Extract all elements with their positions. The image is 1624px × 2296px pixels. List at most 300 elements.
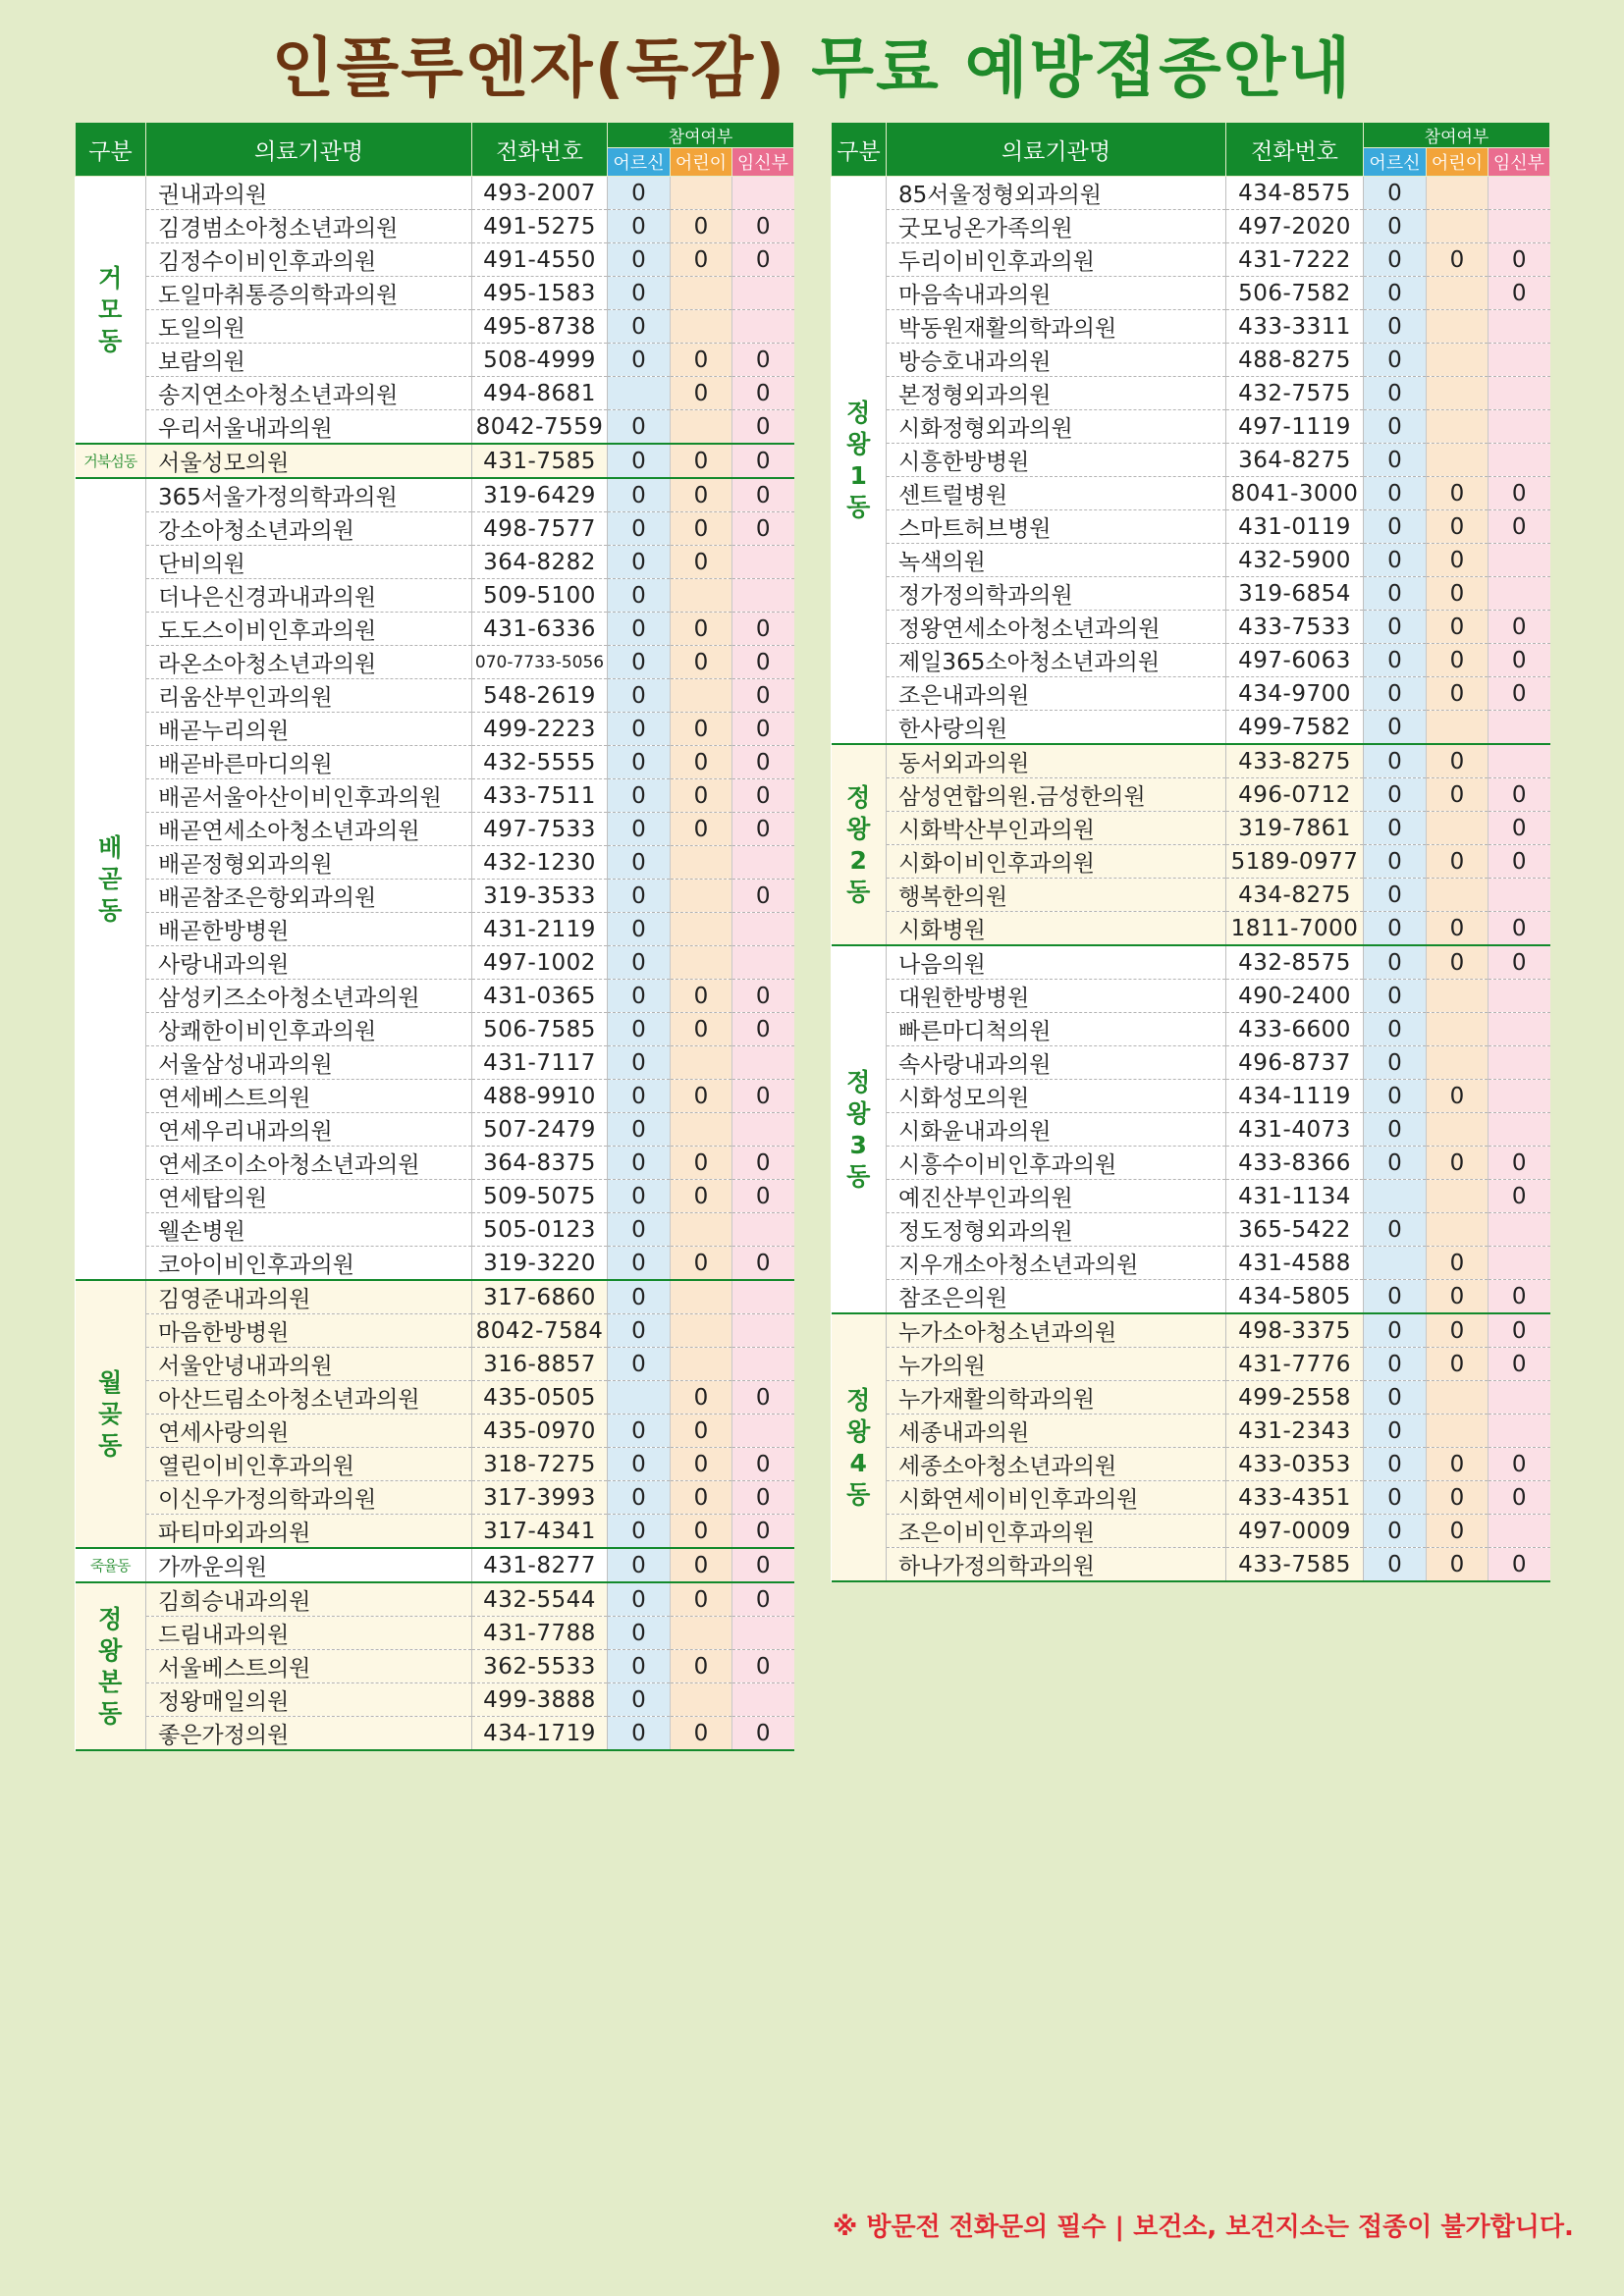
table-row — [76, 613, 794, 646]
clinic-name: 김희승내과의원 — [146, 1582, 472, 1617]
senior-mark: 0 — [608, 1080, 671, 1113]
senior-mark: 0 — [1364, 1313, 1427, 1348]
senior-mark: 0 — [1364, 243, 1427, 277]
header-participation: 참여여부 — [608, 123, 794, 148]
clinic-phone: 364-8375 — [472, 1147, 608, 1180]
senior-mark: 0 — [608, 1113, 671, 1147]
senior-mark — [1364, 1247, 1427, 1280]
clinic-name: 예진산부인과의원 — [887, 1180, 1226, 1213]
clinic-name: 강소아청소년과의원 — [146, 512, 472, 546]
pregnant-mark: 0 — [732, 980, 794, 1013]
clinic-name: 배곧정형외과의원 — [146, 846, 472, 880]
pregnant-mark: 0 — [732, 1013, 794, 1046]
district-label: 거북섬동 — [76, 444, 146, 478]
table-row — [76, 880, 794, 913]
child-mark — [1427, 812, 1489, 845]
senior-mark: 0 — [1364, 711, 1427, 745]
child-mark: 0 — [1427, 1515, 1489, 1548]
clinic-phone: 431-7788 — [472, 1617, 608, 1650]
clinic-phone: 495-8738 — [472, 310, 608, 344]
child-mark: 0 — [1427, 1548, 1489, 1582]
senior-mark: 0 — [608, 1717, 671, 1751]
pregnant-mark — [1489, 544, 1550, 577]
senior-mark — [608, 377, 671, 410]
table-row — [76, 344, 794, 377]
table-row — [76, 1448, 794, 1481]
table-row — [832, 243, 1550, 277]
senior-mark: 0 — [608, 679, 671, 713]
child-mark: 0 — [1427, 644, 1489, 677]
child-mark — [1427, 377, 1489, 410]
pregnant-mark — [1489, 711, 1550, 745]
child-mark — [671, 913, 732, 946]
pregnant-mark — [1489, 1046, 1550, 1080]
clinic-name: 마음한방병원 — [146, 1314, 472, 1348]
pregnant-mark — [1489, 377, 1550, 410]
pregnant-mark — [732, 1617, 794, 1650]
clinic-name: 방승호내과의원 — [887, 344, 1226, 377]
header-child: 어린이 — [1427, 148, 1489, 177]
clinic-name: 도일의원 — [146, 310, 472, 344]
pregnant-mark — [1489, 310, 1550, 344]
clinic-name: 대원한방병원 — [887, 980, 1226, 1013]
clinic-name: 센트럴병원 — [887, 477, 1226, 510]
clinic-name: 제일365소아청소년과의원 — [887, 644, 1226, 677]
header-senior: 어르신 — [608, 148, 671, 177]
child-mark: 0 — [671, 813, 732, 846]
district-label: 정 왕 4 동 — [832, 1313, 887, 1581]
clinic-phone: 319-6854 — [1226, 577, 1364, 611]
clinic-phone: 431-7222 — [1226, 243, 1364, 277]
senior-mark: 0 — [608, 913, 671, 946]
child-mark: 0 — [671, 613, 732, 646]
senior-mark: 0 — [608, 1548, 671, 1582]
pregnant-mark: 0 — [732, 1548, 794, 1582]
clinic-phone: 496-8737 — [1226, 1046, 1364, 1080]
pregnant-mark — [1489, 444, 1550, 477]
child-mark: 0 — [671, 1147, 732, 1180]
clinic-phone: 431-2119 — [472, 913, 608, 946]
senior-mark: 0 — [608, 1650, 671, 1683]
district-label: 정 왕 3 동 — [832, 945, 887, 1313]
table-row — [76, 1113, 794, 1147]
clinic-name: 세종내과의원 — [887, 1415, 1226, 1448]
clinic-phone: 433-6600 — [1226, 1013, 1364, 1046]
pregnant-mark — [732, 1113, 794, 1147]
pregnant-mark — [1489, 1247, 1550, 1280]
child-mark: 0 — [1427, 744, 1489, 778]
child-mark: 0 — [671, 1515, 732, 1549]
pregnant-mark — [732, 310, 794, 344]
senior-mark: 0 — [608, 1481, 671, 1515]
clinic-name: 배곧바른마디의원 — [146, 746, 472, 779]
senior-mark: 0 — [1364, 1080, 1427, 1113]
senior-mark: 0 — [608, 444, 671, 478]
pregnant-mark: 0 — [732, 1180, 794, 1213]
clinic-phone: 491-5275 — [472, 210, 608, 243]
child-mark: 0 — [671, 1717, 732, 1751]
table-row — [832, 310, 1550, 344]
clinic-name: 서울베스트의원 — [146, 1650, 472, 1683]
pregnant-mark: 0 — [732, 713, 794, 746]
senior-mark: 0 — [1364, 1548, 1427, 1582]
clinic-phone: 5189-0977 — [1226, 845, 1364, 879]
child-mark: 0 — [1427, 778, 1489, 812]
table-row — [832, 1448, 1550, 1481]
senior-mark: 0 — [608, 846, 671, 880]
clinic-phone: 435-0970 — [472, 1415, 608, 1448]
clinic-phone: 432-1230 — [472, 846, 608, 880]
senior-mark: 0 — [1364, 1147, 1427, 1180]
clinic-phone: 506-7582 — [1226, 277, 1364, 310]
table-row — [76, 243, 794, 277]
senior-mark: 0 — [1364, 177, 1427, 210]
clinic-phone: 507-2479 — [472, 1113, 608, 1147]
clinic-name: 도도스이비인후과의원 — [146, 613, 472, 646]
clinic-phone: 506-7585 — [472, 1013, 608, 1046]
senior-mark: 0 — [608, 1415, 671, 1448]
clinic-name: 시화정형외과의원 — [887, 410, 1226, 444]
clinic-name: 우리서울내과의원 — [146, 410, 472, 445]
senior-mark: 0 — [1364, 778, 1427, 812]
child-mark: 0 — [671, 444, 732, 478]
child-mark — [1427, 410, 1489, 444]
pregnant-mark — [732, 1314, 794, 1348]
child-mark: 0 — [671, 210, 732, 243]
table-row — [76, 1213, 794, 1247]
pregnant-mark: 0 — [1489, 510, 1550, 544]
senior-mark: 0 — [1364, 1381, 1427, 1415]
clinic-phone: 434-5805 — [1226, 1280, 1364, 1314]
clinic-name: 박동원재활의학과의원 — [887, 310, 1226, 344]
clinic-phone: 488-9910 — [472, 1080, 608, 1113]
pregnant-mark: 0 — [732, 613, 794, 646]
clinic-phone: 431-7776 — [1226, 1348, 1364, 1381]
header-name: 의료기관명 — [146, 123, 472, 177]
pregnant-mark — [1489, 210, 1550, 243]
child-mark — [1427, 711, 1489, 745]
table-row — [76, 813, 794, 846]
senior-mark: 0 — [1364, 377, 1427, 410]
clinic-phone: 497-0009 — [1226, 1515, 1364, 1548]
child-mark — [1427, 1381, 1489, 1415]
child-mark: 0 — [671, 478, 732, 512]
child-mark — [1427, 310, 1489, 344]
table-row — [832, 1280, 1550, 1314]
senior-mark: 0 — [608, 277, 671, 310]
pregnant-mark — [1489, 1080, 1550, 1113]
table-row — [832, 477, 1550, 510]
pregnant-mark — [1489, 1213, 1550, 1247]
pregnant-mark — [1489, 980, 1550, 1013]
table-row — [76, 746, 794, 779]
pregnant-mark: 0 — [732, 813, 794, 846]
clinic-phone: 493-2007 — [472, 177, 608, 210]
clinic-name: 배곧참조은항외과의원 — [146, 880, 472, 913]
pregnant-mark: 0 — [732, 1515, 794, 1549]
child-mark — [1427, 1113, 1489, 1147]
clinic-name: 보람의원 — [146, 344, 472, 377]
child-mark — [1427, 210, 1489, 243]
header-tel: 전화번호 — [472, 123, 608, 177]
table-row — [76, 713, 794, 746]
table-row — [76, 1280, 794, 1314]
clinic-phone: 319-6429 — [472, 478, 608, 512]
senior-mark: 0 — [1364, 1213, 1427, 1247]
child-mark: 0 — [1427, 845, 1489, 879]
pregnant-mark — [1489, 344, 1550, 377]
senior-mark: 0 — [608, 646, 671, 679]
senior-mark: 0 — [1364, 1013, 1427, 1046]
clinic-name: 좋은가정의원 — [146, 1717, 472, 1751]
senior-mark: 0 — [608, 813, 671, 846]
child-mark — [1427, 1180, 1489, 1213]
clinic-name: 조은이비인후과의원 — [887, 1515, 1226, 1548]
clinic-phone: 431-6336 — [472, 613, 608, 646]
clinic-name: 연세조이소아청소년과의원 — [146, 1147, 472, 1180]
child-mark: 0 — [1427, 1280, 1489, 1314]
table-row — [76, 1717, 794, 1751]
table-row — [832, 1381, 1550, 1415]
clinic-name: 참조은의원 — [887, 1280, 1226, 1314]
senior-mark: 0 — [608, 1582, 671, 1617]
clinic-name: 연세베스트의원 — [146, 1080, 472, 1113]
table-row — [76, 310, 794, 344]
clinic-name: 리움산부인과의원 — [146, 679, 472, 713]
senior-mark: 0 — [1364, 879, 1427, 912]
clinic-name: 더나은신경과내과의원 — [146, 579, 472, 613]
senior-mark: 0 — [608, 210, 671, 243]
pregnant-mark — [732, 846, 794, 880]
table-row — [76, 512, 794, 546]
pregnant-mark — [732, 1280, 794, 1314]
clinic-name: 연세우리내과의원 — [146, 1113, 472, 1147]
table-row — [76, 1683, 794, 1717]
table-row — [832, 377, 1550, 410]
pregnant-mark: 0 — [732, 679, 794, 713]
child-mark: 0 — [671, 243, 732, 277]
header-senior: 어르신 — [1364, 148, 1427, 177]
table-row — [76, 177, 794, 210]
pregnant-mark: 0 — [1489, 1348, 1550, 1381]
clinic-phone: 431-7117 — [472, 1046, 608, 1080]
pregnant-mark — [1489, 1381, 1550, 1415]
clinic-name: 상쾌한이비인후과의원 — [146, 1013, 472, 1046]
clinic-phone: 432-5900 — [1226, 544, 1364, 577]
child-mark: 0 — [671, 1247, 732, 1281]
clinic-phone: 434-8575 — [1226, 177, 1364, 210]
pregnant-mark — [732, 546, 794, 579]
senior-mark: 0 — [608, 1013, 671, 1046]
clinic-phone: 8042-7559 — [472, 410, 608, 445]
senior-mark — [608, 1381, 671, 1415]
clinic-name: 365서울가정의학과의원 — [146, 478, 472, 512]
table-row — [832, 1113, 1550, 1147]
table-row — [76, 913, 794, 946]
clinic-name: 김정수이비인후과의원 — [146, 243, 472, 277]
child-mark: 0 — [671, 1448, 732, 1481]
pregnant-mark: 0 — [732, 1481, 794, 1515]
child-mark: 0 — [671, 779, 732, 813]
senior-mark: 0 — [1364, 1280, 1427, 1314]
table-row — [832, 912, 1550, 946]
left-table-body — [76, 177, 794, 1751]
table-row — [76, 1080, 794, 1113]
senior-mark: 0 — [608, 512, 671, 546]
child-mark: 0 — [1427, 611, 1489, 644]
child-mark: 0 — [671, 1080, 732, 1113]
pregnant-mark — [732, 1348, 794, 1381]
clinic-phone: 495-1583 — [472, 277, 608, 310]
child-mark: 0 — [671, 546, 732, 579]
senior-mark: 0 — [608, 177, 671, 210]
clinic-name: 굿모닝온가족의원 — [887, 210, 1226, 243]
clinic-name: 파티마외과의원 — [146, 1515, 472, 1549]
clinic-name: 도일마취통증의학과의원 — [146, 277, 472, 310]
table-row — [76, 210, 794, 243]
senior-mark: 0 — [608, 880, 671, 913]
table-row — [832, 611, 1550, 644]
clinic-name: 85서울정형외과의원 — [887, 177, 1226, 210]
child-mark — [671, 1314, 732, 1348]
clinic-phone: 433-3311 — [1226, 310, 1364, 344]
senior-mark: 0 — [608, 310, 671, 344]
clinic-phone: 490-2400 — [1226, 980, 1364, 1013]
senior-mark: 0 — [1364, 1348, 1427, 1381]
pregnant-mark — [732, 1213, 794, 1247]
child-mark: 0 — [671, 646, 732, 679]
child-mark: 0 — [671, 1013, 732, 1046]
clinic-phone: 434-1119 — [1226, 1080, 1364, 1113]
table-row — [832, 1213, 1550, 1247]
table-row — [76, 779, 794, 813]
pregnant-mark: 0 — [732, 1247, 794, 1281]
table-row — [832, 778, 1550, 812]
header-name: 의료기관명 — [887, 123, 1226, 177]
clinic-name: 정가정의학과의원 — [887, 577, 1226, 611]
table-row — [76, 1348, 794, 1381]
pregnant-mark — [732, 177, 794, 210]
clinic-name: 드림내과의원 — [146, 1617, 472, 1650]
clinic-phone: 497-2020 — [1226, 210, 1364, 243]
senior-mark: 0 — [1364, 1448, 1427, 1481]
table-row — [832, 1013, 1550, 1046]
child-mark — [671, 946, 732, 980]
child-mark: 0 — [671, 1180, 732, 1213]
table-row — [76, 546, 794, 579]
child-mark — [1427, 879, 1489, 912]
notice-text: ※ 방문전 전화문의 필수 | 보건소, 보건지소는 접종이 불가합니다. — [833, 2213, 1574, 2242]
pregnant-mark: 0 — [1489, 1548, 1550, 1582]
clinic-name: 속사랑내과의원 — [887, 1046, 1226, 1080]
clinic-phone: 497-6063 — [1226, 644, 1364, 677]
child-mark: 0 — [1427, 1481, 1489, 1515]
child-mark — [1427, 1415, 1489, 1448]
title-part2: 무료 예방접종안내 — [811, 30, 1353, 106]
pregnant-mark — [732, 946, 794, 980]
table-row — [832, 510, 1550, 544]
senior-mark: 0 — [1364, 611, 1427, 644]
clinic-name: 시화병원 — [887, 912, 1226, 946]
table-row — [76, 1314, 794, 1348]
pregnant-mark: 0 — [1489, 845, 1550, 879]
table-row — [832, 845, 1550, 879]
table-row — [76, 1617, 794, 1650]
district-label: 정 왕 1 동 — [832, 177, 887, 745]
senior-mark: 0 — [608, 1247, 671, 1281]
district-label: 정 왕 2 동 — [832, 744, 887, 945]
clinic-phone: 431-0365 — [472, 980, 608, 1013]
pregnant-mark: 0 — [732, 779, 794, 813]
child-mark: 0 — [671, 713, 732, 746]
child-mark: 0 — [1427, 544, 1489, 577]
table-row — [76, 410, 794, 445]
child-mark: 0 — [671, 512, 732, 546]
table-row — [76, 1381, 794, 1415]
clinic-name: 마음속내과의원 — [887, 277, 1226, 310]
clinic-phone: 434-8275 — [1226, 879, 1364, 912]
senior-mark: 0 — [1364, 1046, 1427, 1080]
pregnant-mark — [1489, 410, 1550, 444]
clinic-phone: 431-0119 — [1226, 510, 1364, 544]
clinic-name: 행복한의원 — [887, 879, 1226, 912]
table-row — [832, 945, 1550, 980]
clinic-phone: 317-3993 — [472, 1481, 608, 1515]
senior-mark: 0 — [608, 746, 671, 779]
senior-mark: 0 — [1364, 277, 1427, 310]
senior-mark: 0 — [1364, 510, 1427, 544]
child-mark: 0 — [671, 377, 732, 410]
clinic-name: 이신우가정의학과의원 — [146, 1481, 472, 1515]
clinic-phone: 498-7577 — [472, 512, 608, 546]
pregnant-mark: 0 — [1489, 1180, 1550, 1213]
senior-mark: 0 — [608, 1180, 671, 1213]
table-row — [76, 1515, 794, 1549]
clinic-name: 누가의원 — [887, 1348, 1226, 1381]
child-mark: 0 — [1427, 243, 1489, 277]
clinic-phone: 432-8575 — [1226, 945, 1364, 980]
clinic-name: 사랑내과의원 — [146, 946, 472, 980]
clinic-name: 두리이비인후과의원 — [887, 243, 1226, 277]
senior-mark: 0 — [1364, 945, 1427, 980]
pregnant-mark: 0 — [1489, 677, 1550, 711]
senior-mark: 0 — [1364, 845, 1427, 879]
clinic-name: 아산드림소아청소년과의원 — [146, 1381, 472, 1415]
child-mark: 0 — [671, 980, 732, 1013]
pregnant-mark — [1489, 1113, 1550, 1147]
child-mark: 0 — [671, 1582, 732, 1617]
child-mark — [671, 579, 732, 613]
pregnant-mark: 0 — [732, 1381, 794, 1415]
clinic-phone: 434-1719 — [472, 1717, 608, 1751]
pregnant-mark: 0 — [1489, 1481, 1550, 1515]
clinic-phone: 488-8275 — [1226, 344, 1364, 377]
child-mark — [1427, 344, 1489, 377]
pregnant-mark: 0 — [1489, 477, 1550, 510]
pregnant-mark: 0 — [732, 512, 794, 546]
clinic-phone: 432-5544 — [472, 1582, 608, 1617]
child-mark: 0 — [1427, 945, 1489, 980]
table-row — [832, 1481, 1550, 1515]
clinic-name: 빠른마디척의원 — [887, 1013, 1226, 1046]
clinic-name: 서울안녕내과의원 — [146, 1348, 472, 1381]
table-row — [76, 478, 794, 512]
table-row — [76, 980, 794, 1013]
child-mark — [671, 177, 732, 210]
senior-mark: 0 — [1364, 477, 1427, 510]
pregnant-mark: 0 — [732, 377, 794, 410]
clinic-name: 시화윤내과의원 — [887, 1113, 1226, 1147]
